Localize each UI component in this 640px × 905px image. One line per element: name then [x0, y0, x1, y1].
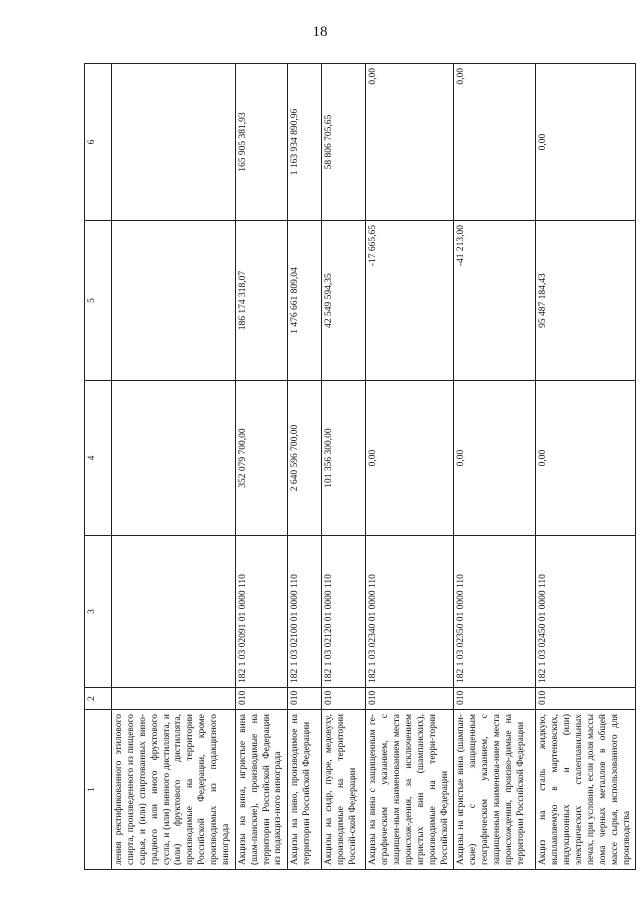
header-cell-5: 5	[85, 221, 112, 381]
row-name-cell: Акцизы на вина с защищенным ге-ографическим указанием, с защищен-ным наименованием места происхож-дения, за исключением игристых вин (шампанских), производимые на терри-тории Российской Федерации	[366, 710, 454, 870]
row-col6-cell: 58 806 705,65	[322, 64, 366, 221]
row-col5-cell: 186 174 318,07	[235, 221, 288, 381]
row-col5-cell: 42 549 594,35	[322, 221, 366, 381]
row-name-cell: Акцизы на игристые вина (шампан-ские) с защищенным географическим указанием, с защищенным наименова-нием места происхождения, произво-димые на территории Российской Федерации	[454, 710, 536, 870]
row-code2-cell: 010	[322, 688, 366, 710]
row-code3-cell: 182 1 03 02091 01 0000 110	[235, 536, 288, 688]
row-name-cell: Акцизы на сидр, пуаре, медовуху, производимые на территории Россий-ской Федерации	[322, 710, 366, 870]
header-cell-4: 4	[85, 381, 112, 536]
row-col5-cell	[112, 221, 236, 381]
row-code3-cell: 182 1 03 02100 01 0000 110	[288, 536, 322, 688]
row-name-cell: Акциз на сталь жидкую, выплавляемую в мартеновских, индукционных и (или) электрических сталеплавильных печах, при условии, если доля массы лома черных металлов в общей массе сырья, использованного для производства	[536, 710, 636, 870]
row-code3-cell: 182 1 03 02450 01 0000 110	[536, 536, 636, 688]
row-code2-cell: 010	[288, 688, 322, 710]
row-col4-cell: 0,00	[454, 381, 536, 536]
row-name-cell: Акцизы на пиво, производимое на территории Российской Федерации	[288, 710, 322, 870]
row-col4-cell: 0,00	[366, 381, 454, 536]
row-col6-cell: 0,00	[366, 64, 454, 221]
rotated-table-area	[84, 64, 632, 870]
row-code2-cell: 010	[366, 688, 454, 710]
row-code2-cell: 010	[454, 688, 536, 710]
row-col4-cell: 101 356 300,00	[322, 381, 366, 536]
row-col5-cell: -41 213,00	[454, 221, 536, 381]
row-col6-cell	[112, 64, 236, 221]
row-col4-cell: 352 079 700,00	[235, 381, 288, 536]
row-col5-cell: 1 476 661 809,04	[288, 221, 322, 381]
row-col4-cell: 0,00	[536, 381, 636, 536]
excise-revenue-table	[84, 63, 636, 870]
header-cell-1: 1	[85, 710, 112, 870]
table-row	[235, 64, 288, 870]
row-col5-cell: -17 665,65	[366, 221, 454, 381]
row-code2-cell: 010	[235, 688, 288, 710]
row-code2-cell: 010	[536, 688, 636, 710]
row-col4-cell	[112, 381, 236, 536]
table-row	[112, 64, 236, 870]
row-code3-cell	[112, 536, 236, 688]
row-col6-cell: 0,00	[454, 64, 536, 221]
header-cell-2: 2	[85, 688, 112, 710]
row-code3-cell: 182 1 03 02350 01 0000 110	[454, 536, 536, 688]
row-col6-cell: 1 163 934 890,96	[288, 64, 322, 221]
header-cell-6: 6	[85, 64, 112, 221]
row-col6-cell: 0,00	[536, 64, 636, 221]
table-row	[454, 64, 536, 870]
row-col6-cell: 165 905 381,93	[235, 64, 288, 221]
row-name-cell: ления ректификованного этилового спирта, произведенного из пищевого сырья, и (или) спиртованных вино-градного или иного фруктового сусла, и (или) винного дистиллята, и (или) фруктового дистиллята, производимые на территории Российской Федерации, кроме производимых из подакцизного винограда	[112, 710, 236, 870]
row-code3-cell: 182 1 03 02340 01 0000 110	[366, 536, 454, 688]
row-code3-cell: 182 1 03 02120 01 0000 110	[322, 536, 366, 688]
table-row	[322, 64, 366, 870]
header-cell-3: 3	[85, 536, 112, 688]
row-code2-cell	[112, 688, 236, 710]
table-header-row	[85, 64, 112, 870]
table-row	[536, 64, 636, 870]
row-col5-cell: 95 487 184,43	[536, 221, 636, 381]
page-number: 18	[312, 24, 328, 40]
row-col4-cell: 2 640 596 700,00	[288, 381, 322, 536]
table-row	[288, 64, 322, 870]
table-row	[366, 64, 454, 870]
table-rotation-wrapper	[84, 64, 632, 870]
row-name-cell: Акцизы на вина, игристые вина (шам-панские), производимые на территории Российской Федерации из подакциз-ного винограда	[235, 710, 288, 870]
